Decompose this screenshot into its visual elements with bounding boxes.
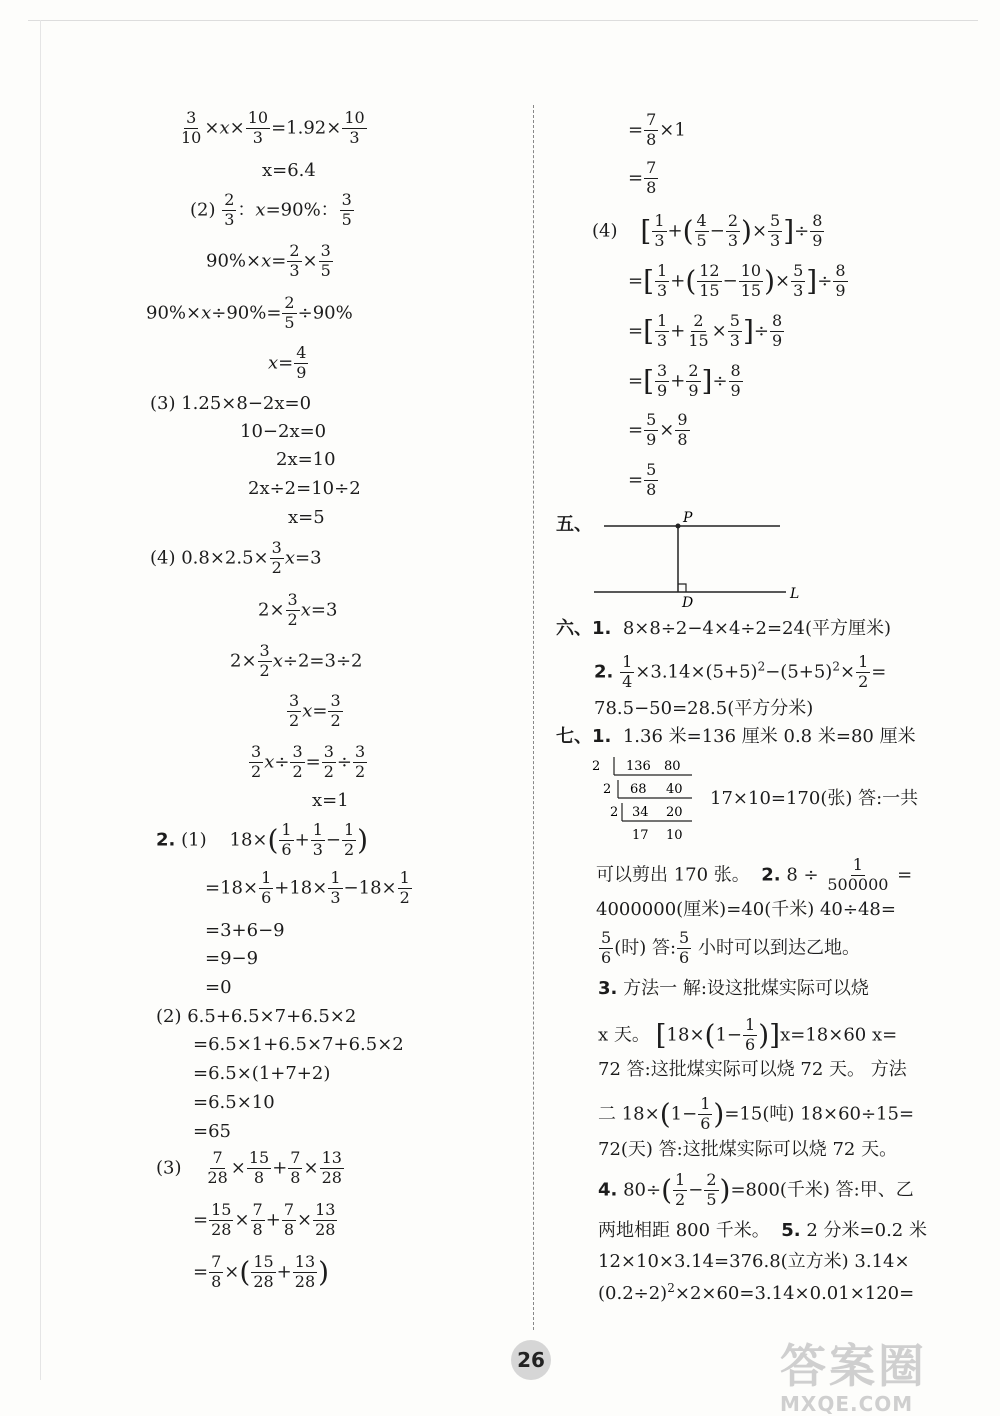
- point-d-label: D: [682, 595, 694, 611]
- s7-line-1: [556, 728, 916, 746]
- question-number-2: 2.: [156, 829, 176, 851]
- eq-line-18: 2. (1) 18×( $\frac{1}{6}$ + $\frac{1}{3}$ − $\frac{1}{2}$ ): [156, 820, 369, 859]
- eq-line-17: x=1: [312, 790, 349, 811]
- eq-line-27: =65: [193, 1121, 231, 1142]
- s7-line-14: $(0.2\div 2)^2\times 2\times 60=3.14\times 0.01\times 120=$: [598, 1281, 915, 1304]
- question-number-7-4: 4.: [598, 1179, 618, 1201]
- eq-line-22: =0: [205, 977, 232, 998]
- eq-line-2: x=6.4: [262, 160, 316, 181]
- question-number-7-5: 5.: [781, 1220, 801, 1241]
- r-eq-line-1: = $\frac{7}{8}$ ×1: [628, 110, 686, 149]
- page-top-border: [28, 20, 978, 21]
- eq-line-7: (3) 1.25×8−2x=0: [150, 393, 312, 414]
- r-eq-line-6: =[ $\frac{3}{9}$ + $\frac{2}{9}$ ]÷ $\frac{8}{9}$: [628, 361, 741, 400]
- s7-line-4: 4000000(厘米)=40(千米) 40÷48=: [596, 899, 896, 920]
- s6-line-1: [556, 620, 891, 638]
- part-label-3: (3): [156, 1157, 182, 1179]
- s7-text: (0.2÷2): [598, 1283, 668, 1304]
- s7-text: 方法一 解:设这批煤实际可以烧: [623, 978, 869, 999]
- s6-line-3: 78.5−50=28.5(平方分米): [594, 698, 814, 719]
- s7-text: x=18×60 x=: [780, 1024, 898, 1046]
- s7-text: 二 18×: [598, 1103, 660, 1125]
- perpendicular-figure: [590, 505, 810, 615]
- ladder-cell: 40: [666, 782, 683, 797]
- eq-line-29: = $\frac{15}{28}$ × $\frac{7}{8}$ + $\frac{7}{8}$ × $\frac{13}{28}$: [193, 1200, 336, 1239]
- ladder-cell: 80: [664, 759, 681, 774]
- r-eq-line-2: = $\frac{7}{8}$: [628, 158, 657, 197]
- eq-line-4: 90%×x= $\frac{2}{3}$ × $\frac{3}{5}$: [206, 241, 331, 280]
- page-left-border: [40, 20, 41, 1380]
- eq-line-6: x= $\frac{4}{9}$: [268, 343, 307, 382]
- s7-text: 两地相距 800 千米。: [598, 1220, 770, 1241]
- eq-line-20: =3+6−9: [205, 920, 285, 941]
- ladder-cell: 34: [632, 805, 649, 820]
- eq-line-24: =6.5×1+6.5×7+6.5×2: [193, 1034, 404, 1055]
- section-6-label: 六、: [556, 618, 592, 639]
- right-angle-mark: [678, 584, 686, 592]
- column-divider: [533, 105, 534, 1330]
- s7-line-8: 72 答:这批煤实际可以烧 72 天。 方法: [598, 1059, 907, 1080]
- s7-text: =15(吨) 18×60÷15=: [724, 1103, 915, 1125]
- part-label-4: (4) 0.8×2.5×: [150, 547, 269, 569]
- eq-line-13: 2× $\frac{3}{2}$ x=3: [258, 590, 338, 629]
- watermark-main: 答案圈: [780, 1339, 927, 1393]
- s7-text: ×2×60=3.14×0.01×120=: [674, 1283, 915, 1304]
- s7-line-10: 72(天) 答:这批煤实际可以烧 72 天。: [598, 1139, 898, 1160]
- question-number-7-2: 2.: [761, 864, 781, 886]
- ladder-cell: 68: [630, 782, 647, 797]
- line-l-label: L: [790, 586, 800, 602]
- eq-line-14: 2× $\frac{3}{2}$ x÷2=3÷2: [230, 641, 363, 680]
- section-5-label: 五、: [556, 514, 592, 535]
- eq-line-5: 90%×x÷90%= $\frac{2}{5}$ ÷90%: [146, 293, 353, 332]
- s7-line-9: 二 18×(1− $\frac{1}{6}$ )=15(吨) 18×60÷15=: [598, 1094, 915, 1133]
- r-eq-line-4: =[ $\frac{1}{3}$ +( $\frac{12}{15}$ − $\frac{10}{15}$ )× $\frac{5}{3}$ ]÷ $\frac{8}{9}$: [628, 261, 846, 300]
- r-part-label-4: (4): [592, 220, 618, 242]
- r-eq-line-3: (4) [ $\frac{1}{3}$ +( $\frac{4}{5}$ − $\frac{2}{3}$ )× $\frac{5}{3}$ ]÷ $\frac{8}{9}$: [592, 211, 823, 250]
- part-label-1: (1): [181, 829, 207, 851]
- eq-line-23: (2) 6.5+6.5×7+6.5×2: [156, 1006, 357, 1027]
- s7-text: 小时可以到达乙地。: [697, 937, 860, 959]
- s7-line-13: 12×10×3.14=376.8(立方米) 3.14×: [598, 1251, 910, 1272]
- question-number-6-1: 1.: [592, 618, 612, 639]
- eq-line-11: x=5: [288, 507, 325, 528]
- ladder-cell: 20: [666, 805, 683, 820]
- s7-line-6: [598, 980, 869, 998]
- ladder-divisor: 2: [610, 805, 619, 820]
- watermark-logo: [780, 1330, 927, 1416]
- ladder-cell: 17: [632, 828, 649, 843]
- s6-line-2: 2. $\frac{1}{4}$ $\times 3.14\times(5+5)^2-(5+5)^2\times$ $\frac{1}{2}$ =: [594, 652, 887, 691]
- eq-line-16: $\frac{3}{2}$ x÷ $\frac{3}{2}$ = $\frac{3}{2}$ ÷ $\frac{3}{2}$: [251, 742, 366, 781]
- ladder-cell: 10: [666, 828, 683, 843]
- eq-line-30: = $\frac{7}{8}$ ×( $\frac{15}{28}$ + $\frac{13}{28}$ ): [193, 1252, 330, 1291]
- s7-line-2: 17×10=170(张) 答:一共: [710, 788, 919, 809]
- page-number: 26: [511, 1340, 551, 1380]
- eq-line-1: $\frac{3}{10}$ ×x× $\frac{10}{3}$ =1.92× $\frac{10}{3}$: [181, 108, 365, 147]
- s7-text: 80÷: [623, 1179, 662, 1201]
- s6-answer-1: 8×8÷2−4×4÷2=24(平方厘米): [622, 618, 891, 639]
- watermark-url: MXQE.COM: [780, 1392, 914, 1416]
- eq-line-8: 10−2x=0: [240, 421, 327, 442]
- eq-line-3: (2) $\frac{2}{3}$ ：x=90%： $\frac{3}{5}$: [190, 190, 352, 229]
- s7-line-11: 4. 80÷( $\frac{1}{2}$ − $\frac{2}{5}$ )=800(千米) 答:甲、乙: [598, 1170, 914, 1209]
- s7-answer-1: 1.36 米=136 厘米 0.8 米=80 厘米: [622, 726, 916, 747]
- question-number-7-1: 1.: [592, 726, 612, 747]
- s7-text: =800(千米) 答:甲、乙: [730, 1179, 914, 1201]
- point-p-dot: [676, 524, 681, 529]
- question-number-7-3: 3.: [598, 978, 618, 999]
- question-number-6-2: 2.: [594, 661, 614, 683]
- s7-line-12: [598, 1222, 927, 1240]
- s7-text: 可以剪出 170 张。: [596, 864, 750, 886]
- division-ladder: [588, 755, 698, 847]
- eq-line-28: (3) $\frac{7}{28}$ × $\frac{15}{8}$ + $\frac{7}{8}$ × $\frac{13}{28}$: [156, 1148, 342, 1187]
- eq-line-12: (4) 0.8×2.5× $\frac{3}{2}$ x=3: [150, 538, 322, 577]
- s7-text: 2 分米=0.2 米: [806, 1220, 927, 1241]
- s7-line-3: 可以剪出 170 张。 2. 8 ÷ $\frac{1}{500000}$ =: [596, 855, 913, 894]
- r-eq-line-7: = $\frac{5}{9}$ × $\frac{9}{8}$: [628, 410, 688, 449]
- eq-line-21: =9−9: [205, 948, 259, 969]
- s7-text: x 天。: [598, 1024, 650, 1046]
- ladder-divisor: 2: [592, 759, 601, 774]
- part-label-2: (2): [190, 199, 216, 221]
- eq-line-10: 2x÷2=10÷2: [248, 478, 361, 499]
- r-eq-line-5: =[ $\frac{1}{3}$ + $\frac{2}{15}$ × $\frac{5}{3}$ ]÷ $\frac{8}{9}$: [628, 311, 783, 350]
- ladder-divisor: 2: [603, 782, 612, 797]
- point-p-label: P: [683, 510, 693, 526]
- eq-line-26: =6.5×10: [193, 1092, 275, 1113]
- eq-line-15: $\frac{3}{2}$ x= $\frac{3}{2}$: [289, 691, 341, 730]
- s7-line-5: $\frac{5}{6}$ (时) 答: $\frac{5}{6}$ 小时可以到达乙地。: [601, 928, 860, 967]
- eq-line-25: =6.5×(1+7+2): [193, 1063, 331, 1084]
- s7-line-7: x 天。 [18×(1− $\frac{1}{6}$ )]x=18×60 x=: [598, 1015, 898, 1054]
- ladder-cell: 136: [626, 759, 651, 774]
- eq-line-19: =18× $\frac{1}{6}$ +18× $\frac{1}{3}$ −18× $\frac{1}{2}$: [205, 868, 410, 907]
- s7-text: (时) 答:: [614, 937, 677, 959]
- r-eq-line-8: = $\frac{5}{8}$: [628, 460, 657, 499]
- eq-line-9: 2x=10: [276, 449, 336, 470]
- section-7-label: 七、: [556, 726, 592, 747]
